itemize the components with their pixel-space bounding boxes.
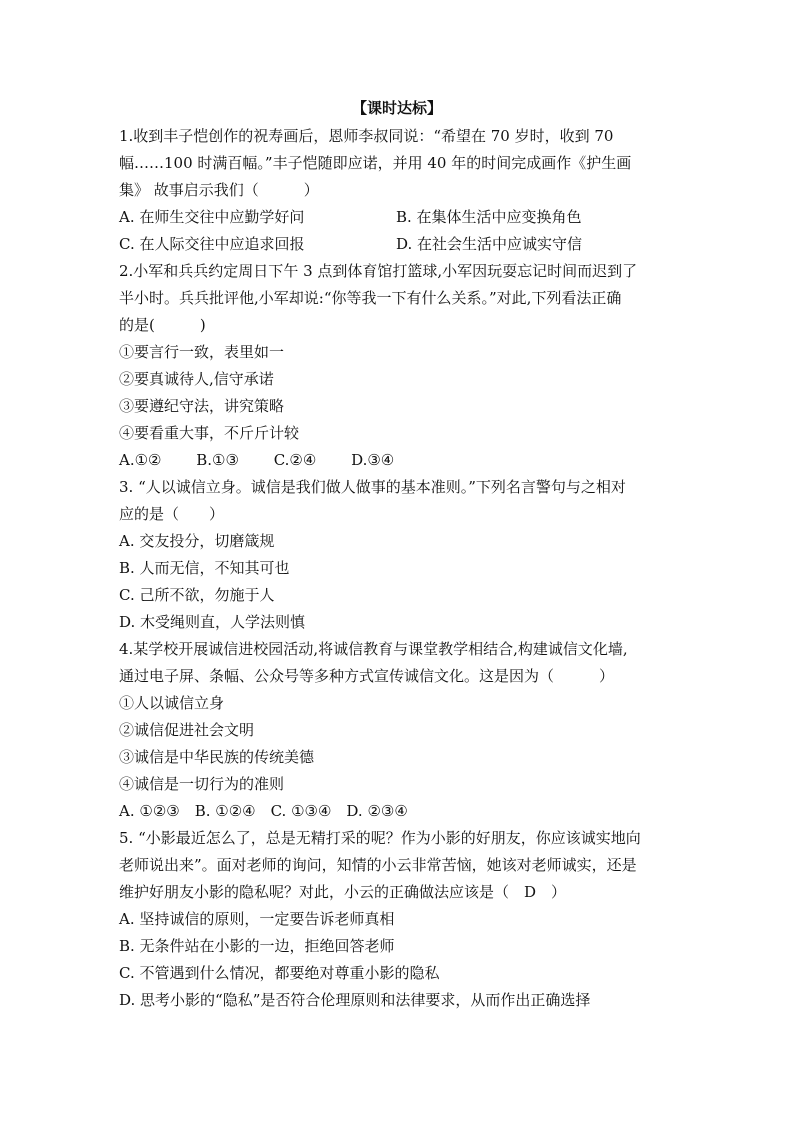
section-title: 【课时达标】 — [351, 99, 442, 117]
question-2 — [119, 258, 679, 474]
question-5 — [119, 825, 679, 1014]
question-text-line: 维护好朋友小影的隐私呢？对此，小云的正确做法应该是（ D ） — [119, 883, 567, 901]
option-row — [119, 204, 679, 231]
option-b: B. 在集体生活中应变换角色 — [396, 208, 582, 226]
statement-item: ④要看重大事，不斤斤计较 — [119, 424, 300, 442]
question-text-line: 应的是（ ） — [119, 505, 225, 523]
option-d: D. 思考小影的“隐私”是否符合伦理原则和法律要求，从而作出正确选择 — [119, 991, 591, 1009]
option-a: A. 坚持诚信的原则，一定要告诉老师真相 — [119, 910, 395, 928]
question-text-line: 5. “小影最近怎么了，总是无精打采的呢？作为小影的好朋友，你应该诚实地向 — [119, 829, 641, 847]
statement-item: ④诚信是一切行为的准则 — [119, 775, 285, 793]
statement-item: ①要言行一致，表里如一 — [119, 343, 285, 361]
question-text-line: 4.某学校开展诚信进校园活动,将诚信教育与课堂教学相结合,构建诚信文化墙, — [119, 640, 628, 658]
question-1 — [119, 123, 679, 258]
question-text-line: 老师说出来”。面对老师的询问，知情的小云非常苦恼，她该对老师诚实，还是 — [119, 856, 637, 874]
option-b: B. 无条件站在小影的一边，拒绝回答老师 — [119, 937, 395, 955]
question-text-line: 3. “人以诚信立身。诚信是我们做人做事的基本准则。”下列名言警句与之相对 — [119, 478, 626, 496]
option-a: A. 交友投分，切磨箴规 — [119, 532, 275, 550]
option-row — [119, 231, 679, 258]
option-c: C. 不管遇到什么情况，都要绝对尊重小影的隐私 — [119, 964, 440, 982]
answer-options: A.①② B.①③ C.②④ D.③④ — [119, 451, 395, 469]
answer-options: A. ①②③ B. ①②④ C. ①③④ D. ②③④ — [119, 802, 408, 820]
question-text-line: 幅……100 时满百幅。”丰子恺随即应诺，并用 40 年的时间完成画作《护生画 — [119, 154, 632, 172]
question-text-line: 的是( ) — [119, 316, 206, 334]
option-a: A. 在师生交往中应勤学好问 — [119, 208, 305, 226]
statement-item: ③要遵纪守法，讲究策略 — [119, 397, 285, 415]
option-c: C. 己所不欲，勿施于人 — [119, 586, 275, 604]
statement-item: ②诚信促进社会文明 — [119, 721, 255, 739]
option-d: D. 在社会生活中应诚实守信 — [396, 235, 583, 253]
question-text-line: 集》 故事启示我们（ ） — [119, 181, 319, 199]
question-4 — [119, 636, 679, 825]
statement-item: ②要真诚待人,信守承诺 — [119, 370, 274, 388]
question-text-line: 半小时。兵兵批评他,小军却说:“你等我一下有什么关系。”对此,下列看法正确 — [119, 289, 622, 307]
question-text-line: 1.收到丰子恺创作的祝寿画后，恩师李叔同说：“希望在 70 岁时，收到 70 — [119, 127, 614, 145]
question-3 — [119, 474, 679, 636]
question-list — [119, 123, 679, 1014]
option-b: B. 人而无信，不知其可也 — [119, 559, 290, 577]
option-c: C. 在人际交往中应追求回报 — [119, 235, 305, 253]
option-d: D. 木受绳则直，人学法则慎 — [119, 613, 306, 631]
question-text-line: 2.小军和兵兵约定周日下午 3 点到体育馆打篮球,小军因玩耍忘记时间而迟到了 — [119, 262, 638, 280]
statement-item: ③诚信是中华民族的传统美德 — [119, 748, 315, 766]
statement-item: ①人以诚信立身 — [119, 694, 225, 712]
question-text-line: 通过电子屏、条幅、公众号等多种方式宣传诚信文化。这是因为（ ） — [119, 667, 615, 685]
